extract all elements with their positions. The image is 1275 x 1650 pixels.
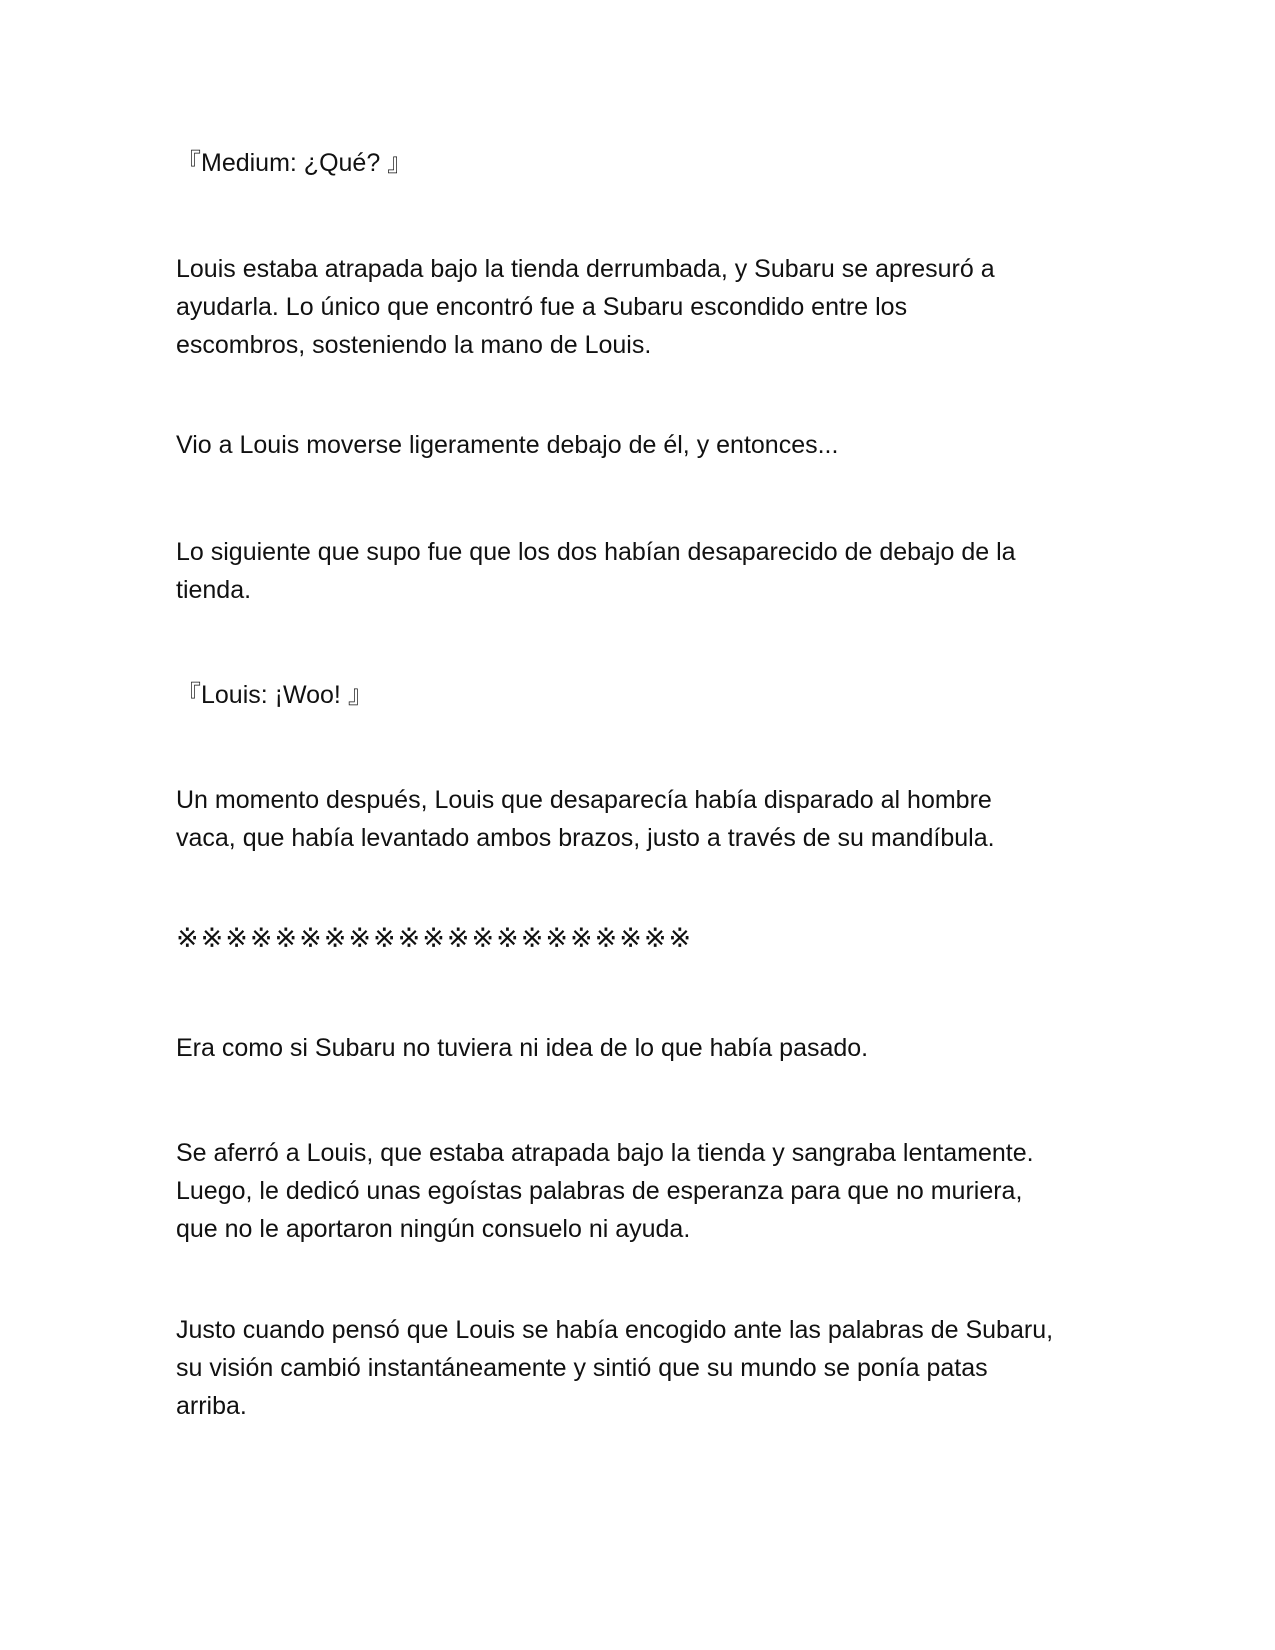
text-line: vaca, que había levantado ambos brazos, justo a través de su mandíbula. — [176, 824, 995, 852]
text-line: Lo siguiente que supo fue que los dos habían desaparecido de debajo de la — [176, 538, 1016, 566]
paragraph-4 — [176, 781, 1096, 857]
paragraph-1 — [176, 250, 1096, 364]
paragraph-6 — [176, 1134, 1096, 1248]
dialogue-louis: 『Louis: ¡Woo! 』 — [176, 681, 373, 709]
paragraph-2 — [176, 426, 1096, 464]
text-line: escombros, sosteniendo la mano de Louis. — [176, 331, 652, 359]
dialogue-medium: 『Medium: ¿Qué? 』 — [176, 149, 413, 177]
paragraph-7 — [176, 1311, 1096, 1425]
text-line: Vio a Louis moverse ligeramente debajo de él, y entonces... — [176, 431, 839, 459]
scene-separator: ※※※※※※※※※※※※※※※※※※※※※ — [176, 923, 694, 954]
text-line: Un momento después, Louis que desaparecía había disparado al hombre — [176, 786, 992, 814]
text-line: Era como si Subaru no tuviera ni idea de lo que había pasado. — [176, 1034, 869, 1062]
text-line: tienda. — [176, 576, 252, 604]
paragraph-5 — [176, 1029, 1096, 1067]
text-line: que no le aportaron ningún consuelo ni ayuda. — [176, 1215, 691, 1243]
text-line: Luego, le dedicó unas egoístas palabras de esperanza para que no muriera, — [176, 1177, 1023, 1205]
paragraph-3 — [176, 533, 1096, 609]
text-line: ayudarla. Lo único que encontró fue a Subaru escondido entre los — [176, 293, 908, 321]
text-line: Justo cuando pensó que Louis se había encogido ante las palabras de Subaru, — [176, 1316, 1054, 1344]
text-line: su visión cambió instantáneamente y sintió que su mundo se ponía patas — [176, 1354, 988, 1382]
text-line: Se aferró a Louis, que estaba atrapada bajo la tienda y sangraba lentamente. — [176, 1139, 1034, 1167]
text-line: Louis estaba atrapada bajo la tienda derrumbada, y Subaru se apresuró a — [176, 255, 995, 283]
text-line: arriba. — [176, 1392, 247, 1420]
